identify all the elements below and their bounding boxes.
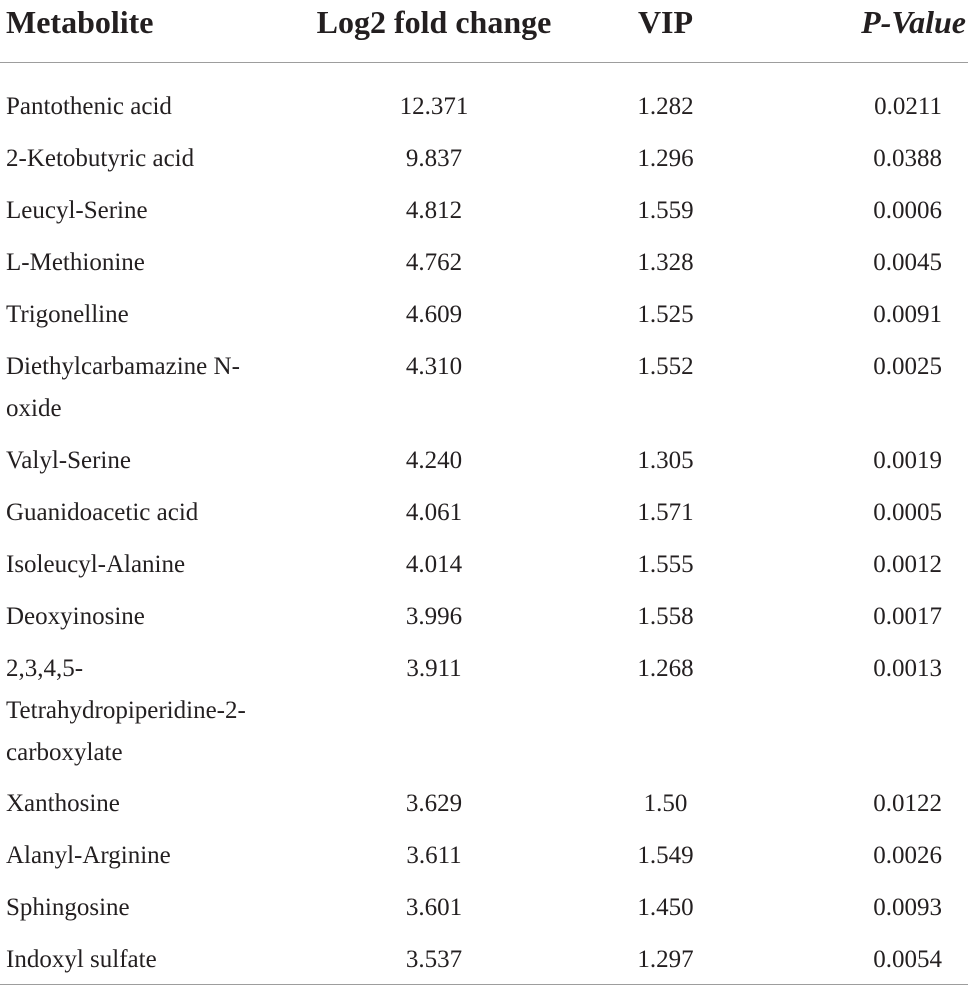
cell-vip: 1.450	[637, 894, 694, 921]
header-metabolite: Metabolite	[0, 0, 300, 63]
cell-p-value: 0.0012	[873, 551, 942, 578]
cell-log2-fold-change: 3.611	[406, 842, 462, 869]
cell-p-value: 0.0026	[873, 842, 942, 869]
table-row	[0, 596, 968, 648]
cell-vip: 1.555	[637, 551, 694, 578]
cell-p-value: 0.0017	[873, 603, 942, 630]
cell-metabolite: L-Methionine	[6, 249, 145, 276]
cell-p-value: 0.0388	[873, 145, 942, 172]
table-row	[0, 440, 968, 492]
table-row	[0, 648, 968, 783]
cell-vip: 1.328	[637, 249, 694, 276]
table-row	[0, 492, 968, 544]
table-row	[0, 242, 968, 294]
cell-p-value: 0.0211	[874, 93, 942, 120]
cell-p-value: 0.0091	[873, 301, 942, 328]
cell-log2-fold-change: 4.014	[405, 551, 463, 578]
table-row	[0, 783, 968, 835]
cell-p-value: 0.0013	[873, 655, 942, 682]
cell-log2-fold-change: 3.537	[300, 939, 568, 985]
cell-metabolite: Isoleucyl-Alanine	[6, 551, 186, 578]
header-row	[0, 0, 968, 63]
cell-metabolite: 2,3,4,5-Tetrahydropiperidine-2-carboxylate	[6, 655, 246, 766]
cell-metabolite: Diethylcarbamazine N-oxide	[6, 353, 240, 422]
cell-vip: 1.268	[637, 655, 694, 682]
cell-metabolite: Valyl-Serine	[6, 447, 131, 474]
table-row	[0, 190, 968, 242]
cell-log2-fold-change: 3.601	[405, 894, 463, 921]
cell-metabolite: Guanidoacetic acid	[6, 499, 199, 526]
cell-log2-fold-change: 3.629	[405, 790, 463, 817]
table-body	[0, 63, 968, 985]
cell-vip: 1.571	[637, 499, 694, 526]
cell-log2-fold-change: 3.996	[405, 603, 463, 630]
cell-log2-fold-change: 3.911	[406, 655, 462, 682]
cell-log2-fold-change: 4.061	[405, 499, 463, 526]
cell-p-value: 0.0005	[873, 499, 942, 526]
cell-vip: 1.50	[643, 790, 688, 817]
cell-vip: 1.552	[637, 353, 694, 380]
cell-log2-fold-change: 4.812	[405, 197, 463, 224]
cell-log2-fold-change: 4.609	[405, 301, 463, 328]
table-row	[0, 939, 968, 985]
cell-log2-fold-change: 9.837	[405, 145, 463, 172]
header-vip: VIP	[568, 0, 743, 63]
table-row	[0, 138, 968, 190]
cell-p-value: 0.0122	[873, 790, 942, 817]
cell-vip: 1.525	[637, 301, 694, 328]
table-row	[0, 835, 968, 887]
cell-p-value: 0.0025	[873, 353, 942, 380]
header-p-value: P-Value	[743, 0, 968, 63]
cell-vip: 1.297	[568, 939, 743, 985]
cell-metabolite: Trigonelline	[6, 301, 129, 328]
cell-metabolite: Deoxyinosine	[6, 603, 145, 630]
cell-p-value: 0.0054	[743, 939, 968, 985]
cell-metabolite: Pantothenic acid	[6, 93, 172, 120]
cell-vip: 1.282	[637, 93, 694, 120]
cell-metabolite: Leucyl-Serine	[6, 197, 148, 224]
table-row	[0, 544, 968, 596]
table-row	[0, 887, 968, 939]
cell-metabolite: Indoxyl sulfate	[0, 939, 300, 985]
cell-vip: 1.559	[637, 197, 694, 224]
cell-log2-fold-change: 4.762	[405, 249, 463, 276]
cell-metabolite: Xanthosine	[6, 790, 120, 817]
cell-vip: 1.305	[637, 447, 694, 474]
cell-log2-fold-change: 4.240	[405, 447, 463, 474]
header-log2-fold-change: Log2 fold change	[300, 0, 568, 63]
cell-metabolite: Sphingosine	[6, 894, 130, 921]
cell-vip: 1.549	[637, 842, 694, 869]
cell-vip: 1.558	[637, 603, 694, 630]
table-row	[0, 346, 968, 440]
cell-p-value: 0.0019	[873, 447, 942, 474]
cell-log2-fold-change: 12.371	[399, 93, 469, 120]
cell-p-value: 0.0045	[873, 249, 942, 276]
cell-log2-fold-change: 4.310	[405, 353, 463, 380]
cell-metabolite: 2-Ketobutyric acid	[6, 145, 195, 172]
cell-p-value: 0.0093	[873, 894, 942, 921]
table-row	[0, 294, 968, 346]
cell-metabolite: Alanyl-Arginine	[6, 842, 171, 869]
table-row	[0, 63, 968, 139]
cell-vip: 1.296	[637, 145, 694, 172]
cell-p-value: 0.0006	[873, 197, 942, 224]
table-header	[0, 0, 968, 63]
